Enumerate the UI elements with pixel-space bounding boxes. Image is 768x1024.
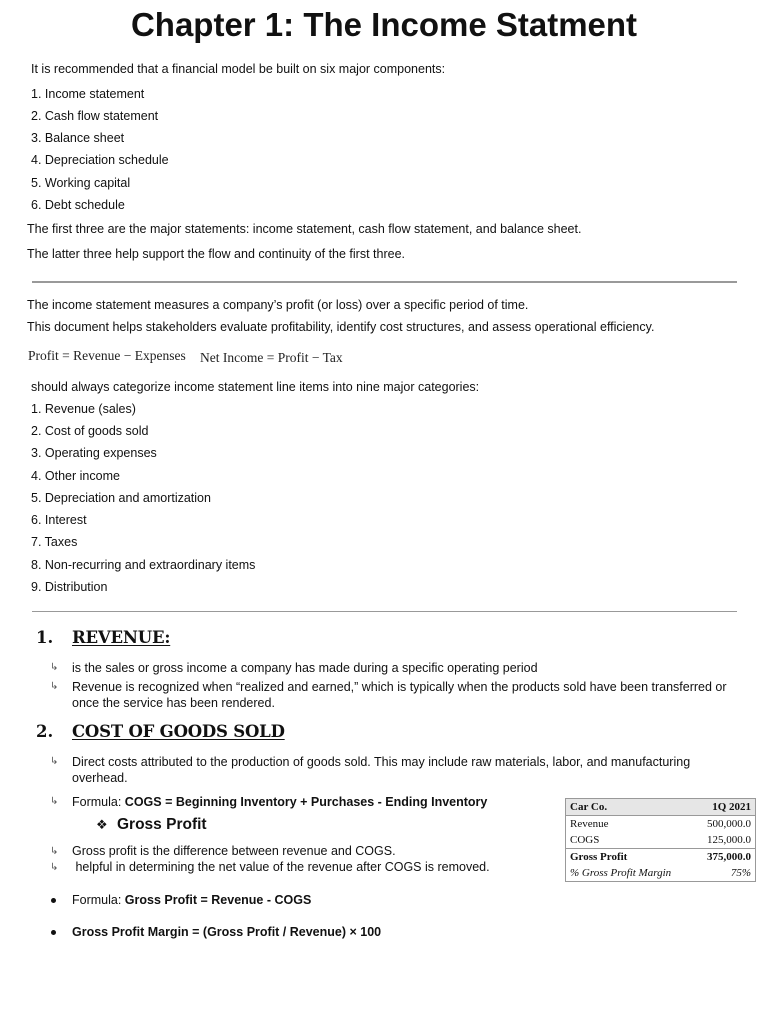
four-diamond-icon: ❖ <box>96 817 108 832</box>
formula-expression: COGS = Beginning Inventory + Purchases - Ending Inventory <box>124 795 488 809</box>
section-number: 2. <box>36 722 54 741</box>
list-item: 6. Interest <box>31 513 87 527</box>
return-arrow-icon: ↳ <box>50 796 59 807</box>
table-header-cell: Car Co. <box>566 799 694 816</box>
list-item: 7. Taxes <box>31 535 78 549</box>
table-cell-value: 500,000.0 <box>707 818 751 830</box>
latter-three-text: The latter three help support the flow and continuity of the first three. <box>27 247 405 261</box>
list-item: 5. Working capital <box>31 176 131 190</box>
return-arrow-icon: ↳ <box>50 862 59 873</box>
return-arrow-icon: ↳ <box>50 846 59 857</box>
return-arrow-icon: ↳ <box>50 662 59 673</box>
car-co-table <box>565 798 756 882</box>
section-heading-cogs <box>36 722 436 746</box>
gross-profit-heading: Gross Profit <box>117 816 207 833</box>
table-cell-label: COGS <box>570 834 600 846</box>
table-row <box>566 865 756 882</box>
table-cell-label: % Gross Profit Margin <box>570 867 672 879</box>
list-item: 3. Balance sheet <box>31 131 125 145</box>
list-item: 1. Revenue (sales) <box>31 402 136 416</box>
list-item: 9. Distribution <box>31 580 108 594</box>
section-title: COST OF GOODS SOLD <box>72 722 285 741</box>
formula-label: Formula: <box>72 795 125 809</box>
list-item: 5. Depreciation and amortization <box>31 491 211 505</box>
cogs-point: Direct costs attributed to the production of goods sold. This may include raw materials, labor, and manufacturing <box>72 755 691 769</box>
list-item: 3. Operating expenses <box>31 446 157 460</box>
table-cell-value: 125,000.0 <box>707 834 751 846</box>
intro-text: It is recommended that a financial model be built on six major components: <box>31 62 446 76</box>
revenue-point: Revenue is recognized when “realized and earned,” which is typically when the products sold have been transferred or <box>72 680 727 694</box>
table-header-cell: 1Q 2021 <box>694 799 756 816</box>
table-row <box>566 832 756 849</box>
categorize-text: should always categorize income statement line items into nine major categories: <box>31 380 480 394</box>
gross-profit-point: Gross profit is the difference between revenue and COGS. <box>72 844 396 858</box>
income-statement-definition: The income statement measures a company’s profit (or loss) over a specific period of time. <box>27 298 529 312</box>
list-item: 8. Non-recurring and extraordinary items <box>31 558 256 572</box>
gross-profit-point: helpful in determining the net value of the revenue after COGS is removed. <box>72 860 490 874</box>
revenue-point-continued: once the service has been rendered. <box>72 696 275 710</box>
return-arrow-icon: ↳ <box>50 756 59 767</box>
formula-label: Formula: <box>72 893 125 907</box>
section-number: 1. <box>36 628 54 647</box>
cogs-formula <box>72 794 487 810</box>
table-cell-value: 375,000.0 <box>694 849 756 866</box>
table-row <box>566 849 756 866</box>
table-cell-value: 75% <box>730 867 751 879</box>
profit-formula: Profit = Revenue − Expenses <box>28 348 186 363</box>
divider <box>32 611 737 612</box>
first-three-text: The first three are the major statements: income statement, cash flow statement, and balance sheet. <box>27 222 582 236</box>
cogs-point-continued: overhead. <box>72 771 128 785</box>
document-purpose: This document helps stakeholders evaluate profitability, identify cost structures, and assess operational efficiency. <box>27 320 655 334</box>
list-item: 4. Other income <box>31 469 120 483</box>
list-item: 2. Cost of goods sold <box>31 424 149 438</box>
divider <box>32 281 737 283</box>
bullet-dot-icon <box>51 898 56 903</box>
section-title: REVENUE: <box>72 628 171 647</box>
gross-profit-margin-formula <box>72 924 381 940</box>
gross-profit-formula <box>72 892 311 908</box>
net-income-formula: Net Income = Profit − Tax <box>200 350 343 365</box>
section-heading-revenue <box>36 628 436 652</box>
list-item: 4. Depreciation schedule <box>31 153 169 167</box>
formula-expression: Gross Profit Margin = (Gross Profit / Revenue) × 100 <box>72 925 382 939</box>
table-cell-label: Revenue <box>570 818 609 830</box>
revenue-point: is the sales or gross income a company has made during a specific operating period <box>72 661 538 675</box>
page-title: Chapter 1: The Income Statment <box>130 6 638 43</box>
table-row <box>566 816 756 833</box>
table-cell-label: Gross Profit <box>566 849 694 866</box>
bullet-dot-icon <box>51 930 56 935</box>
table-header-row <box>566 799 756 816</box>
list-item: 6. Debt schedule <box>31 198 125 212</box>
return-arrow-icon: ↳ <box>50 681 59 692</box>
list-item: 1. Income statement <box>31 87 145 101</box>
formula-expression: Gross Profit = Revenue - COGS <box>124 893 312 907</box>
list-item: 2. Cash flow statement <box>31 109 159 123</box>
